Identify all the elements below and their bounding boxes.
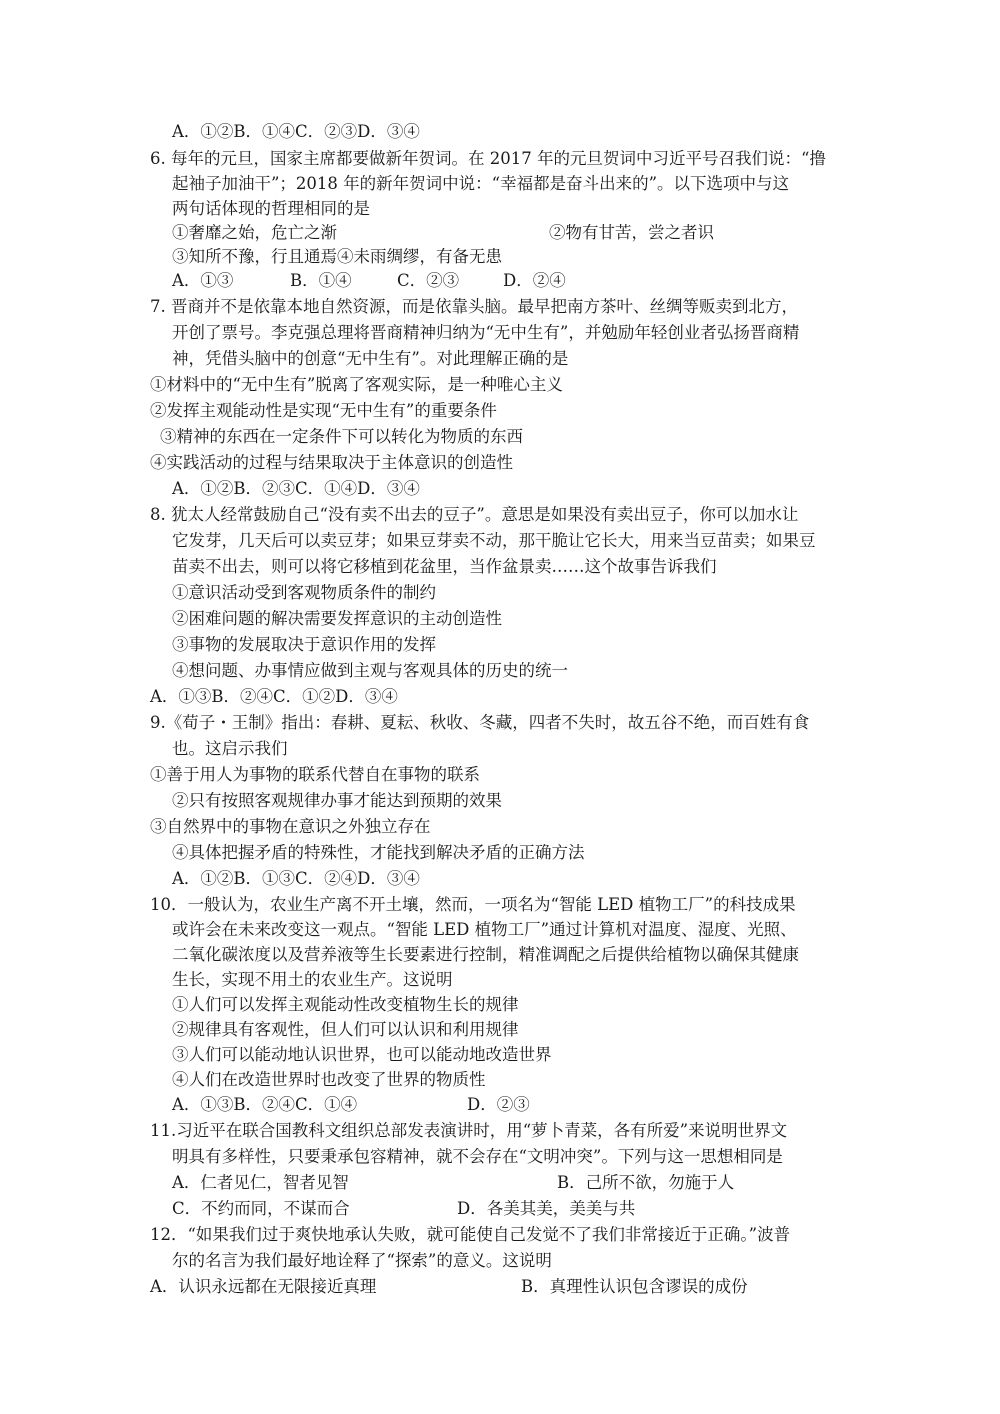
q11-option-a: A．仁者见仁，智者见智 [172,1173,349,1192]
q8-stem-line3: 苗卖不出去，则可以将它移植到花盆里，当作盆景卖……这个故事告诉我们 [172,557,717,576]
q10-item-1: ①人们可以发挥主观能动性改变植物生长的规律 [172,995,519,1014]
q8-item-2: ②困难问题的解决需要发挥意识的主动创造性 [172,609,502,628]
q6-stem-line1: 6. 每年的元旦，国家主席都要做新年贺词。在 2017 年的元旦贺词中习近平号召我们说：“撸 [150,149,826,168]
q10-stem-line3: 二氧化碳浓度以及营养液等生长要素进行控制，精准调配之后提供给植物以确保其健康 [172,945,799,964]
q12-stem-line1: 12．“如果我们过于爽快地承认失败，就可能使自己发觉不了我们非常接近于正确。”波普 [150,1225,791,1244]
q6-item-3-4: ③知所不豫，行且通焉④未雨绸缪，有备无患 [172,247,502,266]
q5-options: A．①②B．①④C．②③D．③④ [172,122,420,141]
q8-stem-line2: 它发芽，几天后可以卖豆芽；如果豆芽卖不动，那干脆让它长大，用来当豆苗卖；如果豆 [172,531,816,550]
q8-options: A．①③B．②④C．①②D．③④ [150,687,398,706]
q6-item-2: ②物有甘苦，尝之者识 [549,223,714,242]
q10-item-2: ②规律具有客观性，但人们可以认识和利用规律 [172,1020,519,1039]
q9-stem-line2: 也。这启示我们 [172,739,288,758]
q6-option-a: A．①③ [172,271,234,290]
q10-option-d: D．②③ [467,1095,530,1114]
q8-stem-line1: 8. 犹太人经常鼓励自己“没有卖不出去的豆子”。意思是如果没有卖出豆子，你可以加水让 [150,505,799,524]
q11-option-c: C．不约而同，不谋而合 [172,1199,350,1218]
q8-item-3: ③事物的发展取决于意识作用的发挥 [172,635,436,654]
q10-stem-line4: 生长，实现不用土的农业生产。这说明 [172,970,453,989]
q7-item-1: ①材料中的“无中生有”脱离了客观实际，是一种唯心主义 [150,375,563,394]
q6-stem-line2: 起袖子加油干”；2018 年的新年贺词中说：“幸福都是奋斗出来的”。以下选项中与这 [172,174,790,193]
q7-item-4: ④实践活动的过程与结果取决于主体意识的创造性 [150,453,513,472]
q12-option-a: A．认识永远都在无限接近真理 [150,1277,377,1296]
q11-option-b: B．己所不欲，勿施于人 [557,1173,735,1192]
q10-options-abc: A．①③B．②④C．①④ [172,1095,358,1114]
q6-item-1: ①奢靡之始，危亡之渐 [172,223,337,242]
q12-stem-line2: 尔的名言为我们最好地诠释了“探索”的意义。这说明 [172,1251,552,1270]
q7-stem-line1: 7. 晋商并不是依靠本地自然资源，而是依靠头脑。最早把南方茶叶、丝绸等贩卖到北方， [150,297,798,316]
q11-stem-line1: 11.习近平在联合国教科文组织总部发表演讲时，用“萝卜青菜，各有所爱”来说明世界文 [150,1121,788,1140]
q6-stem-line3: 两句话体现的哲理相同的是 [172,199,370,218]
q9-stem-line1: 9.《荀子・王制》指出：春耕、夏耘、秋收、冬藏，四者不失时，故五谷不绝，而百姓有食 [150,713,810,732]
q9-item-2: ②只有按照客观规律办事才能达到预期的效果 [172,791,502,810]
q10-stem-line1: 10．一般认为，农业生产离不开土壤，然而，一项名为“智能 LED 植物工厂”的科技成果 [150,895,796,914]
q9-item-3: ③自然界中的事物在意识之外独立存在 [150,817,431,836]
q11-option-d: D．各美其美，美美与共 [457,1199,636,1218]
q11-stem-line2: 明具有多样性，只要秉承包容精神，就不会存在“文明冲突”。下列与这一思想相同是 [172,1147,783,1166]
q6-option-b: B．①④ [290,271,352,290]
q8-item-4: ④想问题、办事情应做到主观与客观具体的历史的统一 [172,661,568,680]
q10-stem-line2: 或许会在未来改变这一观点。“智能 LED 植物工厂”通过计算机对温度、湿度、光照、 [172,920,797,939]
q7-stem-line2: 开创了票号。李克强总理将晋商精神归纳为“无中生有”，并勉励年轻创业者弘扬晋商精 [172,323,800,342]
q8-item-1: ①意识活动受到客观物质条件的制约 [172,583,436,602]
q10-item-4: ④人们在改造世界时也改变了世界的物质性 [172,1070,486,1089]
q12-option-b: B．真理性认识包含谬误的成份 [521,1277,748,1296]
q6-option-d: D．②④ [503,271,566,290]
q7-stem-line3: 神，凭借头脑中的创意“无中生有”。对此理解正确的是 [172,349,569,368]
q7-options: A．①②B．②③C．①④D．③④ [172,479,420,498]
q10-item-3: ③人们可以能动地认识世界，也可以能动地改造世界 [172,1045,552,1064]
q6-option-c: C．②③ [397,271,460,290]
q7-item-3: ③精神的东西在一定条件下可以转化为物质的东西 [160,427,523,446]
q7-item-2: ②发挥主观能动性是实现“无中生有”的重要条件 [150,401,497,420]
q9-item-1: ①善于用人为事物的联系代替自在事物的联系 [150,765,480,784]
q9-item-4: ④具体把握矛盾的特殊性，才能找到解决矛盾的正确方法 [172,843,585,862]
q9-options: A．①②B．①③C．②④D．③④ [172,869,420,888]
